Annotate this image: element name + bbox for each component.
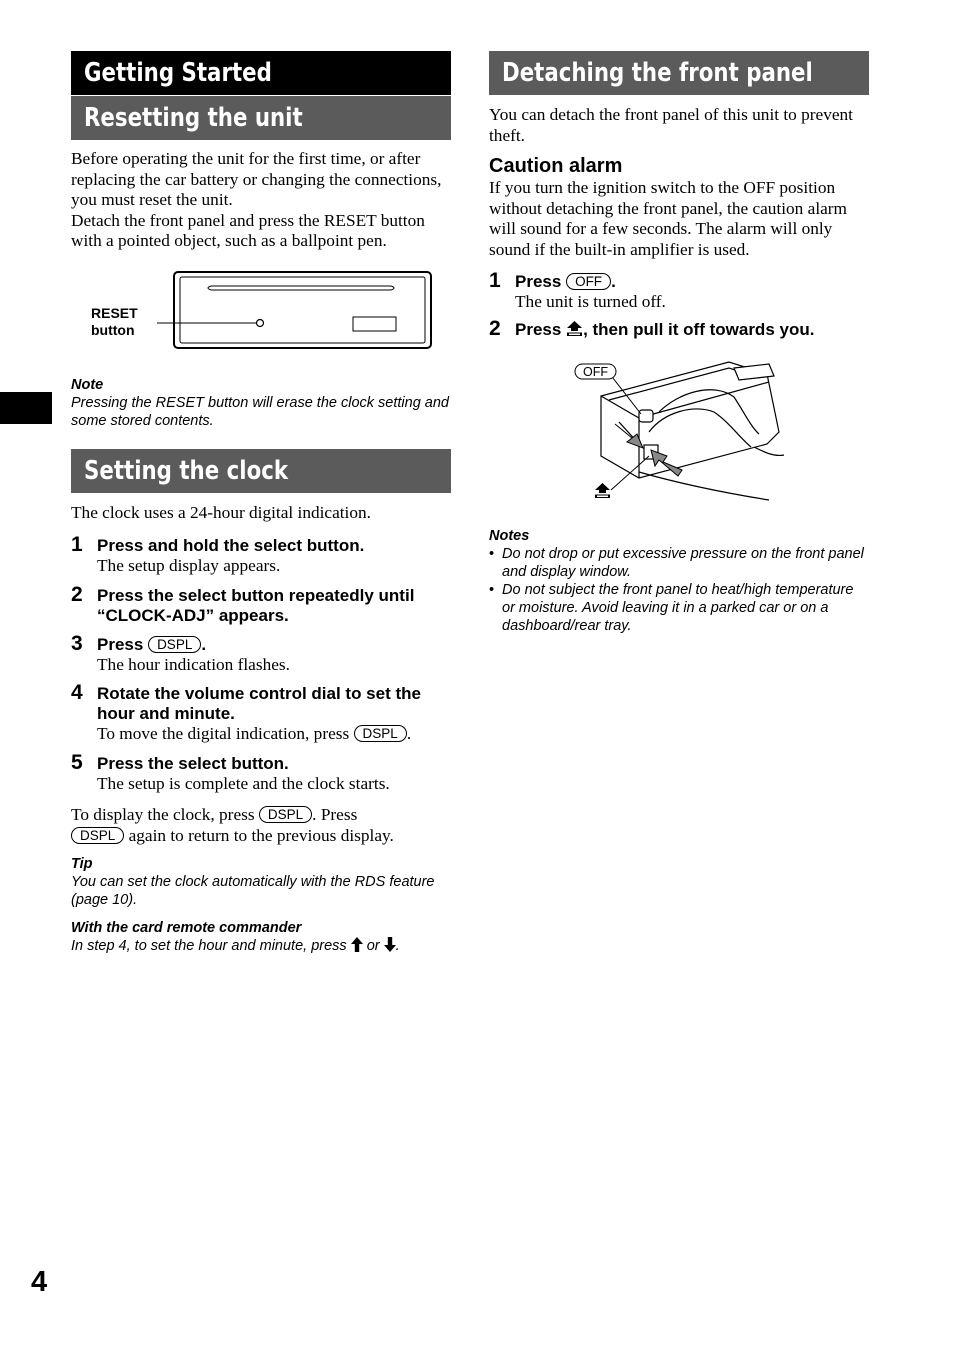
reset-para-1: Before operating the unit for the first time, or after replacing the car battery or changing the connections, you must reset the unit. — [71, 149, 442, 209]
step-number: 2 — [71, 582, 83, 606]
clock-intro: The clock uses a 24-hour digital indication. — [71, 502, 371, 522]
detach-notes-heading: Notes — [489, 527, 530, 544]
step-detail: The setup display appears. — [97, 556, 281, 575]
reset-figure — [71, 268, 451, 366]
detach-heading-bar — [489, 51, 869, 95]
down-arrow-icon — [384, 937, 396, 952]
step-detail: The setup is complete and the clock starts. — [97, 773, 390, 793]
dspl-key: DSPL — [354, 725, 407, 742]
dspl-key: DSPL — [259, 806, 312, 823]
unit-illustration — [71, 268, 451, 366]
reset-label-line-2: button — [91, 321, 135, 338]
step-instruction: Press the select button. — [97, 753, 289, 773]
detach-figure — [489, 352, 869, 517]
off-key: OFF — [566, 273, 611, 290]
clock-heading-bar — [71, 449, 451, 493]
clock-step-2 — [71, 582, 451, 626]
detach-step-2 — [489, 316, 869, 340]
reset-note-heading: Note — [71, 376, 104, 393]
clock-display-para — [71, 805, 451, 846]
clock-heading: Setting the clock — [84, 455, 289, 486]
list-item: • Do not subject the front panel to heat/high temperature or moisture. Avoid leaving it in a parked car or on a dashboard/rear tray. — [489, 581, 869, 635]
step-number: 5 — [71, 750, 83, 774]
display-text-3: again to return to the previous display. — [128, 825, 394, 845]
remote-heading: With the card remote commander — [71, 920, 302, 936]
display-text-1: To display the clock, press — [71, 805, 255, 824]
step-detail-end: . — [406, 724, 412, 743]
step-instruction: Press the select button repeatedly until “CLOCK-ADJ” appears. — [97, 585, 415, 625]
reset-label-line-1: RESET — [91, 304, 138, 321]
step-number: 4 — [71, 681, 83, 704]
right-column — [489, 51, 869, 635]
step-detail-text: To move the digital indication, press — [97, 724, 350, 743]
step-instruction: Rotate the volume control dial to set the hour and minute. — [97, 684, 421, 723]
release-button-callout-icon — [595, 483, 610, 498]
up-arrow-icon — [351, 937, 363, 952]
detach-notes-list — [489, 545, 869, 635]
clock-step-1 — [71, 533, 451, 577]
step-number: 3 — [71, 631, 83, 655]
clock-step-4 — [71, 681, 451, 745]
detach-step-1 — [489, 269, 869, 313]
step-detail: The unit is turned off. — [515, 292, 666, 311]
step-text-end: . — [201, 634, 207, 654]
list-item: • Do not drop or put excessive pressure on the front panel and display window. — [489, 545, 869, 581]
step-instruction — [97, 635, 451, 655]
step-detail: The hour indication flashes. — [97, 654, 290, 674]
reset-heading: Resetting the unit — [84, 103, 303, 133]
reset-heading-bar — [71, 96, 451, 140]
remote-or: or — [366, 938, 380, 954]
detach-intro: You can detach the front panel of this unit to prevent theft. — [489, 105, 853, 145]
release-button-icon — [566, 320, 583, 337]
dspl-key: DSPL — [71, 827, 124, 844]
detach-illustration — [489, 352, 869, 517]
tip-text: You can set the clock automatically with the RDS feature (page 10). — [71, 874, 435, 908]
step-number: 1 — [489, 269, 501, 292]
clock-step-3 — [71, 631, 451, 676]
left-column — [71, 51, 451, 955]
dspl-key: DSPL — [148, 636, 201, 653]
step-instruction — [515, 320, 869, 340]
step-text-end: , then pull it off towards you. — [583, 319, 815, 339]
step-text: Press — [97, 634, 144, 654]
section-title-bar — [71, 51, 451, 95]
step-number: 1 — [71, 533, 83, 556]
step-number: 2 — [489, 316, 501, 340]
display-text-2: . Press — [312, 805, 358, 824]
off-callout-label: OFF — [583, 364, 608, 379]
step-text-end: . — [611, 272, 616, 291]
remote-text — [71, 937, 451, 955]
step-detail — [97, 724, 451, 745]
step-text: Press — [515, 272, 562, 291]
step-text: Press — [515, 319, 562, 339]
clock-step-5 — [71, 750, 451, 795]
remote-end: . — [395, 938, 400, 954]
step-instruction — [515, 272, 869, 292]
step-instruction: Press and hold the select button. — [97, 536, 365, 555]
detach-heading: Detaching the front panel — [502, 58, 813, 88]
reset-note-text: Pressing the RESET button will erase the clock setting and some stored contents. — [71, 394, 449, 429]
reset-para-2: Detach the front panel and press the RESET button with a pointed object, such as a ballpoint pen. — [71, 210, 425, 250]
caution-text: If you turn the ignition switch to the OFF position without detaching the front panel, the caution alarm will sound for a few seconds. The alarm will only sound if the built-in amplifier is used. — [489, 178, 847, 259]
caution-heading: Caution alarm — [489, 155, 623, 177]
remote-text-1: In step 4, to set the hour and minute, press — [71, 938, 347, 954]
page-number: 4 — [31, 1266, 48, 1298]
tip-heading: Tip — [71, 856, 93, 872]
chapter-tab — [0, 392, 52, 424]
section-title: Getting Started — [84, 58, 272, 88]
